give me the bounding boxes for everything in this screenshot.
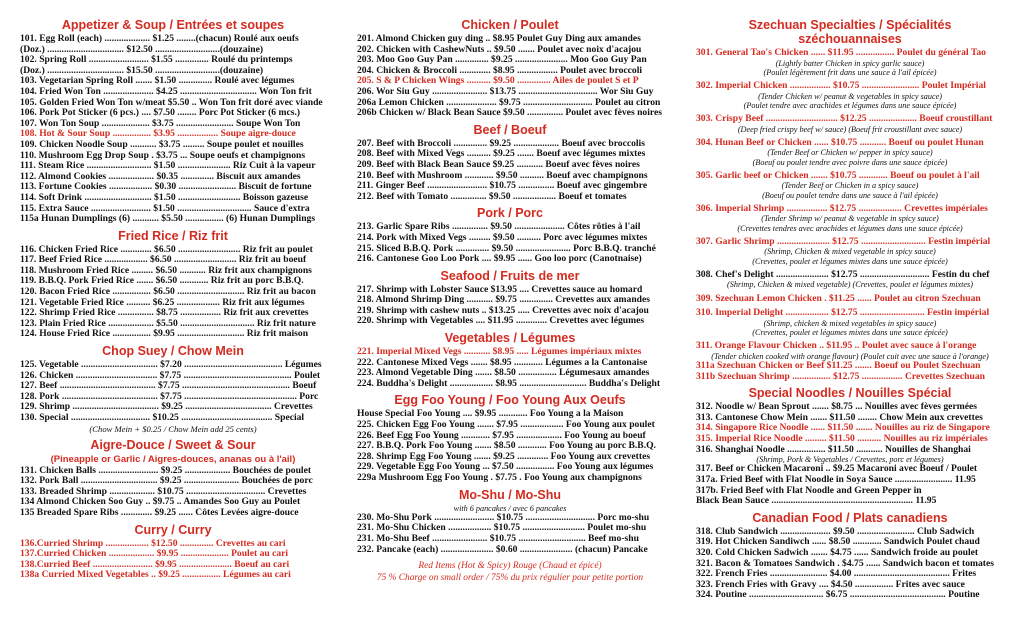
menu-item: 109. Chicken Noodle Soup ........... $3.75 ......... Soupe poulet et nouilles xyxy=(20,139,304,150)
menu-item: 210. Beef with Mushroom ............ $9.50 .......... Boeuf avec champignons xyxy=(357,170,648,181)
menu-item: 202. Chicken with CashewNuts .. $9.50 ....... Poulet avec noix d'acajou xyxy=(357,44,642,55)
menu-item: 110. Mushroom Egg Drop Soup . $3.75 ... Soupe oeufs et champignons xyxy=(20,150,306,161)
menu-item: 317. Beef or Chicken Macaroni .. $9.25 Macaroni avec Boeuf / Poulet xyxy=(696,464,978,475)
menu-section xyxy=(357,331,663,389)
menu-item: 101. Egg Roll (each) ................... $1.25 ........(chacun) Roulé aux oeufs xyxy=(20,34,299,44)
menu-item: 316. Shanghai Noodle ................ $11.50 ........... Nouilles de Shanghai xyxy=(696,444,971,455)
menu-item: 226. Beef Egg Foo Young ............ $7.95 ................... Foo Young au boeuf xyxy=(357,430,646,441)
menu-section xyxy=(20,229,326,340)
menu-item: 220. Shrimp with Vegetables .... $11.95 ............. Crevettes avec légumes xyxy=(357,316,645,327)
menu-item: 207. Beef with Broccoli .............. $9.25 ................... Boeuf avec broccolis xyxy=(357,138,645,149)
menu-item: 214. Pork with Mixed Vegs ......... $9.50 .......... Porc avec légumes mixtes xyxy=(357,232,648,243)
menu-section xyxy=(357,269,663,327)
menu-item: 131. Chicken Balls ......................... $9.25 ................... Bouchées de poulet xyxy=(20,465,312,476)
menu-section xyxy=(696,511,1004,601)
section-title: Mo-Shu / Mo-Shu xyxy=(458,487,562,502)
footer-note: 75 % Charge on small order / 75% du prix régulier pour petite portion xyxy=(376,572,644,583)
menu-item: 223. Almond Vegetable Ding ....... $8.50 ................ Légumesaux amandes xyxy=(357,368,650,379)
menu-item: 213. Garlic Spare Ribs ............... $9.50 ..................... Côtes rôties à l'ail xyxy=(357,222,641,233)
section-note: (Chow Mein + $0.25 / Chow Mein add 25 cents) xyxy=(89,423,257,434)
menu-item: 126. Chicken .................................. $7.75 ............................................. Poulet xyxy=(20,370,321,381)
menu-item: 112. Almond Cookies ................... $0.35 .............. Biscuit aux amandes xyxy=(20,171,301,182)
menu-item: 117. Beef Fried Rice .................. $6.50 .......................... Riz frit au boeuf xyxy=(20,255,307,266)
menu-item: 104. Fried Won Ton ..................... $4.25 ................................ Won Ton frit xyxy=(20,86,312,97)
menu-section xyxy=(357,123,663,203)
menu-item: 222. Cantonese Mixed Vegs ....... $8.95 ............ Légumes a la Cantonaise xyxy=(357,357,648,368)
menu-item: 224. Buddha's Delight .................. $8.95 ............................ Buddha's Delight xyxy=(357,378,661,389)
section-title: Szechuan Specialties / Spécialités széchouannaises xyxy=(748,18,952,46)
menu-item: 113. Fortune Cookies .................. $0.30 ........................ Biscuit de fortune xyxy=(20,182,312,193)
menu-item: 133. Breaded Shrimp ................... $10.75 ................................. Crevettes xyxy=(20,486,307,497)
menu-item: 302. Imperial Chicken ................. $10.75 ........................ Poulet Impérial xyxy=(696,81,986,91)
section-title: Appetizer & Soup / Entrées et soupes xyxy=(61,18,285,32)
menu-item: 115a Hunan Dumplings (6) ........... $5.50 ................ (6) Hunan Dumplings xyxy=(20,214,316,225)
menu-item: 125. Vegetable ................................ $7.20 ......................................... Légumes xyxy=(20,360,322,371)
menu-item: 124. House Fried Rice ................ $9.95 ............................ Riz frit maison xyxy=(20,329,309,340)
menu-item: 108. Hot & Sour Soup ................ $3.95 ................. Soupe aigre-douce xyxy=(20,129,296,140)
menu-item: 137.Curried Chicken ................... $9.95 .................... Poulet au cari xyxy=(20,549,289,560)
menu-item: 138a Curried Mixed Vegetables .. $9.25 ................ Légumes au cari xyxy=(20,570,291,581)
menu-item: 307. Garlic Shrimp ...................... $12.75 ........................... Festin impérial xyxy=(696,236,991,247)
item-description: (Shrimp, Chicken & mixed vegetable) (Crevettes, poulet et légumes mixtes) xyxy=(727,280,973,290)
section-subtitle: (Pineapple or Garlic / Aigres-douces, ananas ou à l'ail) xyxy=(50,453,296,465)
menu-item: 227. B.B.Q. Pork Foo Young ....... $8.50 ............ Foo Young au porc B.B.Q. xyxy=(357,441,656,452)
section-title: Canadian Food / Plats canadiens xyxy=(752,510,948,525)
menu-item: 232. Pancake (each) ...................... $0.60 ...................... (chacun) Pancake xyxy=(357,544,648,555)
menu-item: 311. Orange Flavour Chicken .. $11.95 .. Poulet avec sauce à l'orange xyxy=(696,341,977,352)
menu-item: 231. Mo-Shu Chicken .................. $10.75 .......................... Poulet mo-shu xyxy=(357,523,647,534)
item-description: (Boeuf ou poulet tendre avec poivre dans une sauce épicée) xyxy=(752,157,948,167)
section-title: Chop Suey / Chow Mein xyxy=(102,344,244,359)
menu-item: 103. Vegetarian Spring Roll ....... $1.50 .............. Roulé avec légumes xyxy=(20,76,295,87)
menu-section xyxy=(357,18,663,119)
menu-item: 315. Imperial Rice Noodle ......... $11.50 .......... Nouilles au riz impériales xyxy=(696,433,988,444)
menu-item: 206a Lemon Chicken ..................... $9.75 ............................. Poulet au citron xyxy=(357,97,661,108)
menu-section xyxy=(20,18,326,225)
menu-item: 204. Chicken & Broccoli ............. $8.95 ................. Poulet avec broccoli xyxy=(357,65,643,76)
menu-item: 127. Beef ........................................ $7.75 ............................................. Boeuf xyxy=(20,381,317,392)
menu-column-2 xyxy=(357,14,663,584)
menu-section xyxy=(696,18,1004,382)
item-description: (Shrimp, Pork & Vegetables / Crevettes, porc et légumes) xyxy=(756,455,944,465)
menu-item: (Doz.) ................................ $12.50 ...........................(douzaine) xyxy=(20,44,264,55)
menu-item: 322. French Fries ........................ $4.00 ........................................ Frites xyxy=(696,569,977,580)
menu-item: 303. Crispy Beef .............................. $12.25 .................... Boeuf croustillant xyxy=(696,114,993,124)
section-title: Beef / Boeuf xyxy=(473,122,547,137)
menu-item: 212. Beef with Tomato ............... $9.50 .................. Boeuf et tomates xyxy=(357,191,627,202)
menu-item: 320. Cold Chicken Sadwich ....... $4.75 ...... Sandwich froide au poulet xyxy=(696,547,979,558)
menu-item: 324. Poutine ............................... $6.75 ........................................ Poutine xyxy=(696,590,980,601)
item-description: (Crevettes tendres avec arachides et légumes dans une sauce épicée) xyxy=(737,223,963,233)
menu-item: 306. Imperial Shrimp ................. $12.75 .................. Crevettes impériales xyxy=(696,203,988,214)
menu-item: Black Bean Sauce ........................................................... 11.95 xyxy=(696,496,937,507)
section-title: Vegetables / Légumes xyxy=(444,331,576,346)
menu-item: 231. Mo-Shu Beef ....................... $10.75 ............................ Beef mo-shu xyxy=(357,533,639,544)
section-description: with 6 pancakes / avec 6 pancakes xyxy=(453,503,567,513)
item-description: (Poulet légèrement frit dans une sauce à l'ail épicée) xyxy=(763,67,937,77)
menu-item: 308. Chef's Delight ...................... $12.75 ............................. Festin du chef xyxy=(696,269,990,280)
menu-section xyxy=(20,438,326,519)
menu-item: 229a Mushroom Egg Foo Young . $7.75 . Foo Young aux champignons xyxy=(357,473,642,483)
section-title: Chicken / Poulet xyxy=(461,18,559,32)
menu-item: 311a Szechuan Chicken or Beef $11.25 ....... Boeuf ou Poulet Szechuan xyxy=(696,360,981,371)
item-description: (Lightly batter Chicken in spicy garlic sauce) xyxy=(775,58,925,68)
menu-section xyxy=(357,393,663,483)
menu-item: 208. Beef with Mixed Vegs .......... $9.25 ....... Boeuf avec légumes mixtes xyxy=(357,149,646,160)
menu-item: 215. Sliced B.B.Q. Pork .............. $9.50 ....................... Porc B.B.Q. tranché xyxy=(357,243,656,254)
menu-item: 311b Szechuan Shrimp ................ $12.75 ................. Crevettes Szechuan xyxy=(696,371,985,382)
menu-item: 230. Mo-Shu Pork ......................... $10.75 ............................. Porc mo-shu xyxy=(357,512,650,523)
menu-section xyxy=(696,386,1004,507)
menu-item: 203. Moo Goo Guy Pan .............. $9.25 ...................... Moo Goo Guy Pan xyxy=(357,55,647,66)
section-title: Curry / Curry xyxy=(134,522,212,537)
menu-item: 129. Shrimp .................................... $9.25 .................................... Crevettes xyxy=(20,402,313,413)
menu-item: 128. Pork ........................................ $7.75 ............................................... Porc xyxy=(20,391,319,402)
menu-item: 323. French Fries with Gravy .... $4.50 ................ Frites avec sauce xyxy=(696,579,965,590)
menu-item: 106. Pork Pot Sticker (6 pcs.) .... $7.50 ........ Porc Pot Sticker (6 mcs.) xyxy=(20,108,301,119)
menu-item: 107. Won Ton Soup .................... $3.75 ........................ Soupe Won Ton xyxy=(20,118,301,129)
menu-column-3 xyxy=(696,14,1004,601)
menu-item: 317b. Fried Beef with Flat Noodle and Green Pepper in xyxy=(696,485,922,496)
menu-item: 206. Wor Siu Guy ....................... $13.75 ................................. Wor Siu Guy xyxy=(357,86,654,97)
menu-item: 317a. Fried Beef with Flat Noodle in Soya Sauce ........................ 11.95 xyxy=(696,474,976,485)
menu-item: 305. Garlic beef or Chicken ....... $10.75 ............ Boeuf ou poulet à l'ail xyxy=(696,170,980,181)
menu-item: 319. Hot Chicken Sandiwch ...... $8.50 ............ Sandwich Poulet chaud xyxy=(696,537,980,548)
menu-item: 221. Imperial Mixed Vegs ........... $8.95 ..... Légumes impériaux mixtes xyxy=(357,347,642,358)
item-description: (Tender chicken cooked with orange flavour) (Poulet cuit avec une sauce à l'orange) xyxy=(711,351,989,361)
item-description: (Shrimp, Chicken & mixed vegetable in spicy sauce) xyxy=(764,247,936,257)
menu-item: 304. Hunan Beef or Chicken ...... $10.75 ........... Boeuf ou poulet Hunan xyxy=(696,137,984,148)
menu-item: 114. Soft Drink ............................ $1.50 .......................... Boisson gazeuse xyxy=(20,192,309,203)
menu-item: 211. Ginger Beef ......................... $10.75 ............... Boeuf avec gingembre xyxy=(357,181,648,192)
menu-item: 206b Chicken w/ Black Bean Sauce $9.50 ............... Poulet avec fèves noires xyxy=(357,108,662,119)
menu-item: 225. Chicken Egg Foo Young ....... $7.95 .................. Foo Young aux poulet xyxy=(357,420,655,431)
menu-item: 115. Extra Sauce ......................... $1.50 ............................... Sauce d'extra xyxy=(20,203,310,214)
section-title: Aigre-Douce / Sweet & Sour xyxy=(90,437,256,452)
menu-item: 119. B.B.Q. Pork Fried Rice ....... $6.50 ............ Riz frit au porc B.B.Q. xyxy=(20,276,304,287)
menu-item: 318. Club Sandwich ..................... $9.50 ........................ Club Sadwich xyxy=(696,526,975,537)
menu-item: 136.Curried Shrimp .................. $12.50 .............. Crevettes au cari xyxy=(20,538,286,549)
item-description: (Crevettes, poulet et légumes mixtes dans une sauce épicée) xyxy=(752,256,948,266)
item-description: (Tender Beef or Chicken in a spicy sauce) xyxy=(781,181,919,191)
menu-item: 135 Breaded Spare Ribs ............. $9.25 ...... Côtes Levées aigre-douce xyxy=(20,507,299,518)
menu-item: 312. Noodle w/ Bean Sprout ....... $8.75 ... Nouilles avec fèves germées xyxy=(696,402,977,413)
menu-item: 201. Almond Chicken guy ding .. $8.95 Poulet Guy Ding aux amandes xyxy=(357,34,641,44)
menu-item: 134 Almond Chicken Soo Guy .. $9.75 .. Amandes Soo Guy au Poulet xyxy=(20,497,301,508)
menu-item: 218. Almond Shrimp Ding ........... $9.75 .............. Crevettes aux amandes xyxy=(357,295,650,306)
menu-item: 228. Shrimp Egg Foo Young ....... $9.25 ............. Foo Young aux crevettes xyxy=(357,451,651,462)
menu-section xyxy=(357,488,663,585)
section-title: Special Noodles / Nouilles Spécial xyxy=(748,386,952,401)
footer-note: Red Items (Hot & Spicy) Rouge (Chaud et épicé) xyxy=(418,561,602,572)
item-description: (Poulet tendre avec arachides et légumes dans une sauce épicée) xyxy=(743,100,957,110)
menu-item: House Special Foo Young .... $9.95 ............ Foo Young a la Maison xyxy=(357,409,624,420)
menu-item: 138.Curried Beef ......................... $9.95 ...................... Boeuf au cari xyxy=(20,559,290,570)
menu-item: 123. Plain Fried Rice ................... $5.50 ............................... Riz frit nature xyxy=(20,318,316,329)
menu-item: 118. Mushroom Fried Rice ......... $6.50 ........... Riz frit aux champignons xyxy=(20,265,312,276)
menu-item: 219. Shrimp with cashew nuts .. $13.25 ..... Crevettes avec noix d'acajou xyxy=(357,305,649,316)
menu-item: 313. Cantonese Chow Mein ....... $11.50 ........ Chow Mein aux crevettes xyxy=(696,412,983,423)
menu-section xyxy=(357,206,663,264)
menu-item: 321. Bacon & Tomatoes Sandwich . $4.75 ...... Sandwich bacon et tomates xyxy=(696,558,994,569)
menu-item: 102. Spring Roll ......................... $1.55 .............. Roulé du printemps xyxy=(20,55,293,66)
menu-item: 122. Shrimp Fried Rice ............... $8.75 ................. Riz frit aux crevettes xyxy=(20,308,309,319)
item-description: (Deep fried crispy beef w/ sauce) (Boeuf frit croustillant avec sauce) xyxy=(737,124,963,134)
menu-item: 309. Szechuan Lemon Chicken . $11.25 ...... Poulet au citron Szechuan xyxy=(696,293,981,304)
item-description: (Boeuf ou poulet tendre dans une sauce à l'ail épicée) xyxy=(762,190,938,200)
menu-item: 105. Golden Fried Won Ton w/meat $5.50 .. Won Ton frit doré avec viande xyxy=(20,97,323,108)
menu-section xyxy=(20,344,326,434)
menu-item: 301. General Tao's Chicken ...... $11.95 ................ Poulet du général Tao xyxy=(696,48,986,58)
menu-item: 120. Bacon Fried Rice ................ $6.50 ............................ Riz frit au bacon xyxy=(20,287,316,298)
item-description: (Crevettes, poulet et légumes mixtes dans une sauce épicée) xyxy=(752,327,948,337)
menu-item: 209. Beef with Black Bean Sauce $9.25 ........... Boeuf avec fèves noires xyxy=(357,159,640,170)
section-title: Pork / Porc xyxy=(477,206,543,221)
menu-section xyxy=(20,523,326,581)
item-description: (Shrimp, chicken & mixed vegetables in spicy sauce) xyxy=(763,318,937,328)
menu-item: 229. Vegetable Egg Foo Young ... $7.50 ................ Foo Young aux légumes xyxy=(357,462,654,473)
menu-item: 216. Cantonese Goo Loo Pork .... $9.95 ...... Goo loo porc (Canotnaise) xyxy=(357,254,642,265)
menu-item: 121. Vegetable Fried Rice .......... $6.25 .................. Riz frit aux légumes xyxy=(20,297,305,308)
menu-column-1 xyxy=(20,14,326,581)
item-description: (Tender Shrimp w/ peanut & vegetable in spicy sauce) xyxy=(761,214,939,224)
section-title: Egg Foo Young / Foo Young Aux Oeufs xyxy=(394,393,626,408)
section-title: Seafood / Fruits de mer xyxy=(440,268,580,283)
item-description: (Tender Beef or Chicken w/ pepper in spicy sauce) xyxy=(767,148,933,158)
menu-item: (Doz.) ................................ $15.50 ...........................(douzaine) xyxy=(20,65,264,76)
menu-item: 310. Imperial Delight .................. $12.75 ........................... Festin impérial xyxy=(696,308,990,319)
menu-item: 314. Singapore Rice Noodle ...... $11.50 ....... Nouilles au riz de Singapore xyxy=(696,423,990,434)
menu-item: 116. Chicken Fried Rice ............. $6.50 .......................... Riz frit au poulet xyxy=(20,244,313,255)
menu-item: 132. Pork Ball ................................ $9.25 ....................... Bouchées de porc xyxy=(20,476,313,487)
menu-item: 130. Special ................................. $10.25 ...................................... Special xyxy=(20,413,305,423)
section-title: Fried Rice / Riz frit xyxy=(118,228,228,243)
menu-item: 111. Steam Rice ........................... $1.50 ...................... Riz Cuit à la vapeur xyxy=(20,161,316,172)
menu-item: 217. Shrimp with Lobster Sauce $13.95 .... Crevettes sauce au homard xyxy=(357,284,643,295)
item-description: (Tender Chicken w/ peanut & vegetables in spicy sauce) xyxy=(758,91,942,101)
menu-item: 205. S & P Chicken Wings .......... $9.50 .............. Ailes de poulet S et P xyxy=(357,76,639,87)
